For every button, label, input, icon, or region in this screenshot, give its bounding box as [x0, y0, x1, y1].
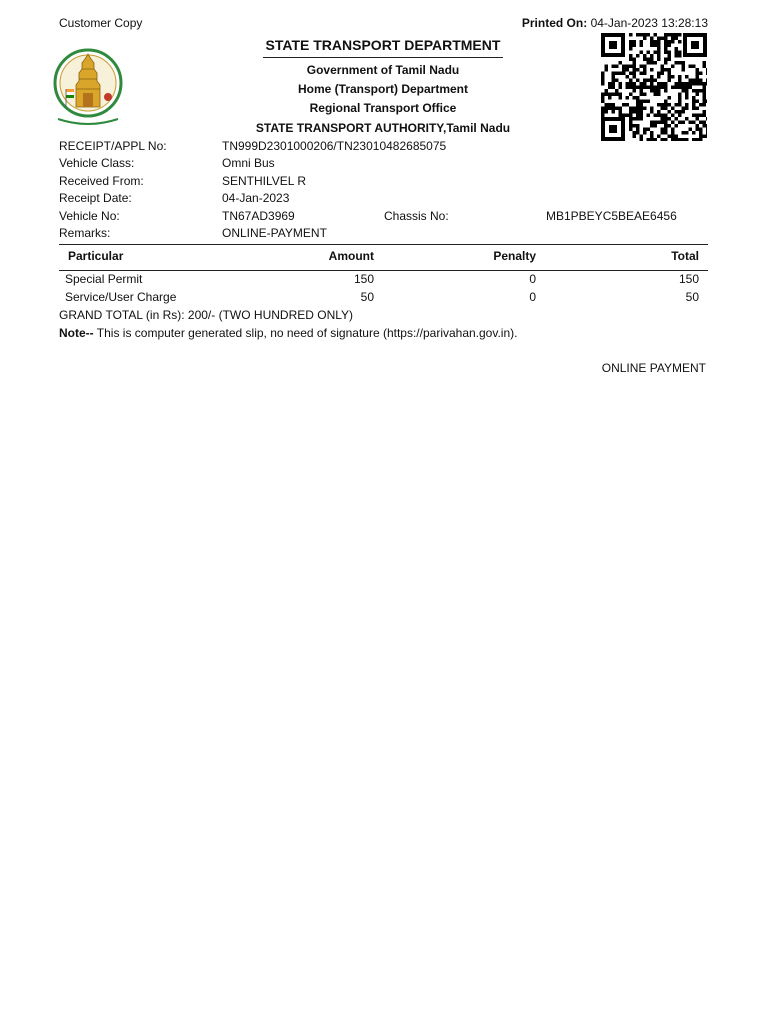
vehicle-no-label: Vehicle No: [59, 209, 120, 223]
receipt-no-value: TN999D2301000206/TN23010482685075 [222, 139, 447, 153]
vehicle-class-label: Vehicle Class: [59, 156, 135, 170]
grand-total: GRAND TOTAL (in Rs): 200/- (TWO HUNDRED ONLY) [59, 308, 354, 322]
receipt-no-label: RECEIPT/APPL No: [59, 139, 167, 153]
remarks-value: ONLINE-PAYMENT [222, 226, 327, 240]
tamil-nadu-emblem-icon [52, 45, 124, 125]
department-title: STATE TRANSPORT DEPARTMENT [263, 37, 503, 58]
copy-type-label: Customer Copy [59, 16, 143, 30]
remarks-label: Remarks: [59, 226, 111, 240]
subtitle-authority: STATE TRANSPORT AUTHORITY,Tamil Nadu [255, 121, 511, 135]
fee-row-penalty: 0 [529, 290, 536, 304]
col-header-penalty: Penalty [493, 249, 536, 263]
received-from-label: Received From: [59, 174, 144, 188]
fee-row-particular: Special Permit [65, 272, 143, 286]
fee-row-penalty: 0 [529, 272, 536, 286]
note [59, 326, 517, 341]
col-header-total: Total [671, 249, 699, 263]
col-header-particular: Particular [68, 249, 124, 263]
vehicle-no-value: TN67AD3969 [222, 209, 295, 223]
fee-row-amount: 50 [360, 290, 374, 304]
fee-row-total: 50 [685, 290, 699, 304]
col-header-amount: Amount [328, 249, 374, 263]
receipt-date-label: Receipt Date: [59, 191, 132, 205]
note-text: This is computer generated slip, no need of signature (https://parivahan.gov.in). [93, 326, 518, 340]
printed-on-value: 04-Jan-2023 13:28:13 [590, 16, 708, 30]
fee-row-amount: 150 [353, 272, 374, 286]
chassis-no-label: Chassis No: [384, 209, 449, 223]
fee-table-top-rule [59, 244, 708, 246]
vehicle-class-value: Omni Bus [222, 156, 275, 170]
receipt-date-value: 04-Jan-2023 [222, 191, 290, 205]
fee-row-particular: Service/User Charge [65, 290, 177, 304]
subtitle-government: Government of Tamil Nadu [306, 63, 460, 77]
printed-on [522, 16, 708, 31]
fee-row-total: 150 [678, 272, 699, 286]
chassis-no-value: MB1PBEYC5BEAE6456 [546, 209, 677, 223]
subtitle-office: Regional Transport Office [309, 101, 457, 115]
printed-on-label: Printed On: [521, 16, 588, 30]
qr-code-icon [601, 33, 707, 141]
fee-table-header-rule [59, 270, 708, 271]
subtitle-department: Home (Transport) Department [297, 82, 469, 96]
received-from-value: SENTHILVEL R [222, 174, 307, 188]
payment-mode: ONLINE PAYMENT [601, 361, 706, 375]
note-label: Note-- [59, 326, 94, 340]
